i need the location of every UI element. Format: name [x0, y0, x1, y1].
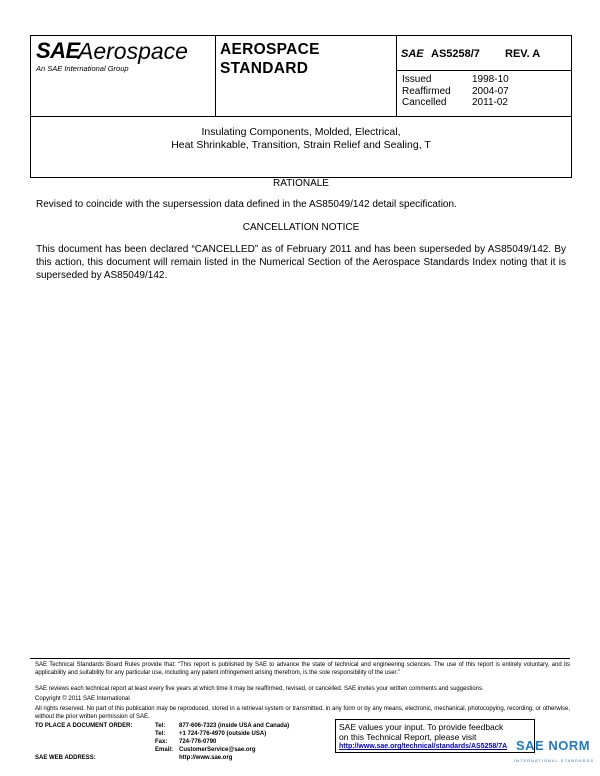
date-value: 2011-02: [472, 97, 508, 108]
rationale-heading: RATIONALE: [273, 178, 329, 189]
rationale-text: Revised to coincide with the supersession data defined in the AS85049/142 detail specification.: [36, 199, 457, 210]
standard-type-title: [220, 40, 320, 78]
header-divider: [215, 35, 216, 116]
feedback-line-2: on this Technical Report, please visit: [339, 732, 477, 742]
contact-type: Tel:: [155, 731, 166, 737]
date-row: [402, 86, 509, 98]
date-value: 1998-10: [472, 74, 509, 85]
title-line-2: Heat Shrinkable, Transition, Strain Relief and Sealing, T: [171, 139, 431, 151]
sae-logo: SAE: [36, 38, 80, 63]
document-number: AS5258/7: [431, 48, 480, 60]
watermark-subtitle: INTERNATIONAL STANDARDS: [514, 758, 595, 763]
contact-type: Tel:: [155, 723, 166, 729]
header-divider: [396, 70, 572, 71]
standard-line-2: STANDARD: [220, 60, 309, 77]
review-text: SAE reviews each technical report at least every five years at which time it may be reaffirmed, revised, or cancelled. SAE invites your written comments and suggestions.: [35, 686, 484, 692]
web-address-link[interactable]: http://www.sae.org: [179, 755, 233, 761]
date-label: Reaffirmed: [402, 85, 451, 97]
date-value: 2004-07: [472, 85, 509, 97]
standard-line-1: AEROSPACE: [220, 41, 320, 58]
date-label: Cancelled: [402, 97, 447, 108]
feedback-link[interactable]: http://www.sae.org/technical/standards/AS5258/7A: [339, 743, 508, 750]
watermark-logo: SAE NORM: [516, 738, 591, 753]
contact-value: +1 724-776-4970 (outside USA): [179, 731, 267, 737]
revision-label: REV. A: [505, 48, 541, 60]
date-row: [402, 97, 509, 109]
header-divider: [396, 35, 397, 116]
feedback-box: [335, 719, 535, 753]
date-label: Issued: [402, 74, 432, 85]
contact-value: 724-776-0790: [179, 739, 217, 745]
footer-rule: [30, 658, 570, 659]
contact-value: 877-606-7323 (inside USA and Canada): [179, 723, 290, 729]
web-label: SAE WEB ADDRESS:: [35, 755, 96, 761]
order-label: TO PLACE A DOCUMENT ORDER:: [35, 723, 133, 729]
rights-text: All rights reserved. No part of this publication may be reproduced, stored in a retrieval system or transmitted, in any form or by any means, electronic, mechanical, photocopying, recording, or otherwise, without the prior written permission of SAE.: [35, 706, 570, 720]
copyright: Copyright © 2011 SAE International: [35, 696, 130, 702]
contact-type: Email:: [155, 747, 174, 753]
cancellation-text: This document has been declared “CANCELLED” as of February 2011 and has been superseded by AS85049/142. By this action, this document will remain listed in the Numerical Section of the Aerospace Standards Index noting that it is superseded by AS85049/142.: [36, 244, 566, 281]
header-divider: [30, 116, 572, 117]
feedback-line-1: SAE values your input. To provide feedback: [339, 722, 504, 732]
aerospace-logo-text: Aerospace: [78, 38, 188, 64]
document-dates: [402, 74, 509, 109]
order-contacts: [35, 722, 289, 762]
rules-text: SAE Technical Standards Board Rules provide that: “This report is published by SAE to advance the state of technical and engineering sciences. The use of this report is entirely voluntary, and its applicability and suitability for any particular use, including any patent infringement arising therefrom, is the sole responsibility of the user.”: [35, 662, 570, 676]
document-title: [30, 126, 572, 152]
contact-email-link[interactable]: CustomerService@sae.org: [179, 747, 256, 753]
title-line-1: Insulating Components, Molded, Electrical,: [201, 126, 401, 138]
date-row: [402, 74, 509, 86]
contact-type: Fax:: [155, 739, 168, 745]
logo-subtitle: An SAE International Group: [36, 64, 129, 73]
cancellation-heading: CANCELLATION NOTICE: [242, 222, 360, 233]
doc-sae-mark: SAE: [401, 48, 424, 60]
